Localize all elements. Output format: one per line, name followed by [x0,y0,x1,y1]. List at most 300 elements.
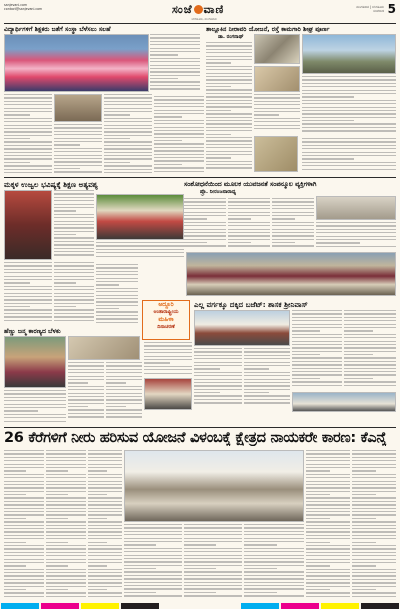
text-line [46,525,86,526]
text-line [150,37,200,38]
text-line [54,155,102,156]
text-line [302,83,396,84]
text-line [244,348,290,349]
text-line [244,548,304,549]
text-line [104,141,152,142]
text-line [344,381,396,382]
article-text-education-col3 [4,262,52,326]
text-line [54,134,102,135]
text-line [4,477,44,478]
text-line [272,245,314,246]
text-line [54,148,102,149]
text-line [106,413,142,414]
masthead [4,2,396,24]
text-line [54,296,94,297]
text-line [154,133,204,134]
text-line [54,127,102,128]
text-line [150,48,200,49]
text-line [352,457,396,458]
text-line [154,154,204,155]
text-line [4,158,52,159]
section-divider-2 [4,427,396,428]
text-line [228,232,270,233]
text-line [4,531,44,532]
text-line [352,531,396,532]
text-line [306,562,350,563]
text-line [184,541,242,542]
text-line [272,242,295,243]
text-line [88,528,122,529]
irrigation-site-photo [302,34,396,74]
text-line [344,320,396,321]
headline-byline-ranganath: ಡಾ. ರಂಗನಾಥ್ [218,34,244,40]
text-line [54,217,94,218]
article-text-research-col4 [316,222,396,250]
article-text-lakes-col1 [4,450,44,600]
text-line [4,545,44,546]
text-line [206,106,252,107]
page-number: 5 [387,2,396,16]
text-line [54,231,94,232]
text-line [154,123,204,124]
text-line [194,368,220,369]
text-line [206,157,231,158]
registration-cyan-swatch-2 [241,603,279,609]
text-line [4,572,44,573]
text-line [88,525,122,526]
text-line [144,369,192,370]
text-line [4,569,44,570]
text-line [184,235,226,236]
text-line [194,362,242,363]
text-line [206,117,252,118]
text-line [106,376,142,377]
text-line [184,582,242,583]
text-line [184,201,226,202]
text-line [46,501,86,502]
official-meeting-photo [254,136,298,172]
announcement-line-2: ಅಂತಾರಾಷ್ಟ್ರೀಯ [153,308,179,315]
text-line [228,222,270,223]
text-line [46,572,86,573]
text-line [194,348,242,349]
text-line [4,417,66,418]
text-line [194,372,242,373]
text-line [150,44,200,45]
text-line [316,236,396,237]
text-line [154,110,204,111]
text-line [352,464,396,465]
text-line [352,542,376,543]
text-line [54,204,94,205]
text-line [184,551,242,552]
text-line [306,450,350,451]
text-line [306,596,350,597]
text-line [88,481,122,482]
text-line [88,589,107,590]
text-line [4,586,44,587]
text-line [4,481,44,482]
text-line [4,487,44,488]
article-text-students-col1 [150,34,200,94]
text-line [88,450,122,451]
text-line [292,357,342,358]
text-line [228,225,270,226]
text-line [306,572,350,573]
text-line [54,279,94,280]
text-line [4,279,52,280]
text-line [244,375,290,376]
text-line [352,501,396,502]
article-text-irrigation-col2 [254,94,300,134]
text-line [96,301,138,302]
text-line [4,494,26,495]
text-line [88,552,122,553]
text-line [254,104,300,105]
seminar-group-photo [186,252,396,296]
text-line [352,569,396,570]
text-line [104,152,152,153]
text-line [352,548,396,549]
text-line [306,467,350,468]
text-line [344,313,396,314]
text-line [96,242,184,243]
text-line [54,221,94,222]
text-line [4,565,26,566]
text-line [154,99,204,100]
text-line [302,165,396,166]
text-line [88,484,122,485]
text-line [68,409,104,410]
text-line [104,172,152,173]
text-line [54,269,94,270]
text-line [206,83,252,84]
text-line [352,477,396,478]
text-line [46,460,86,461]
text-line [4,303,52,304]
text-line [184,588,242,589]
text-line [154,127,204,128]
text-line [46,531,86,532]
text-line [96,291,138,292]
text-line [88,555,122,556]
text-line [306,548,350,549]
text-line [46,542,68,543]
text-line [244,372,290,373]
text-line [184,232,226,233]
text-line [88,582,122,583]
text-line [302,93,396,94]
article-text-lakes-col7 [306,450,350,600]
text-line [244,395,290,396]
text-line [344,344,396,345]
section-divider-1 [4,177,396,178]
text-line [106,409,142,410]
text-line [292,374,342,375]
text-line [54,131,102,132]
text-line [244,565,304,566]
text-line [88,511,122,512]
text-line [4,514,44,515]
text-line [54,141,102,142]
text-line [68,379,104,380]
text-line [4,131,52,132]
article-text-budget-col2 [344,310,396,390]
text-line [302,86,396,87]
text-line [46,464,86,465]
school-function-photo [96,194,184,240]
text-line [206,154,252,155]
text-line [4,282,30,283]
text-line [4,555,44,556]
text-line [184,575,242,576]
text-line [88,592,122,593]
text-line [352,481,396,482]
article-text-students-col5 [154,96,204,176]
text-line [104,162,130,163]
text-line [54,144,80,145]
text-line [54,197,94,198]
article-text-women-col3 [4,390,66,424]
text-line [150,65,200,66]
text-line [306,521,350,522]
text-line [302,148,396,149]
womens-day-stage-photo [144,378,192,410]
text-line [184,218,207,219]
text-line [4,165,52,166]
text-line [154,120,204,121]
text-line [4,162,30,163]
text-line [254,121,300,122]
article-text-education-col5 [96,264,138,326]
text-line [344,327,396,328]
text-line [68,406,88,407]
text-line [184,225,226,226]
text-line [68,369,104,370]
text-line [272,225,314,226]
text-line [184,242,207,243]
text-line [254,125,300,126]
text-line [54,241,94,242]
text-line [150,68,200,69]
registration-yellow-swatch-2 [321,603,359,609]
text-line [206,59,252,60]
text-line [46,548,86,549]
text-line [306,538,350,539]
text-line [96,298,138,299]
text-line [302,90,396,91]
article-text-budget-col4 [244,348,290,408]
article-text-lakes-col3 [88,450,122,600]
text-line [150,51,200,52]
text-line [352,525,396,526]
text-line [244,392,269,393]
text-line [244,527,304,528]
text-line [302,100,396,101]
text-line [352,562,396,563]
headline-women-light: ಹೆಣ್ಣು ಜನ್ಮ ಕಾರಣ್ಯದ ಬೆಳಕು [4,328,61,335]
text-line [228,239,270,240]
text-line [184,571,242,572]
text-line [104,158,152,159]
text-line [302,123,396,124]
text-line [88,548,122,549]
text-line [88,477,122,478]
text-line [154,130,204,131]
text-line [4,121,52,122]
officials-inspection-photo [254,34,300,64]
text-line [4,582,44,583]
text-line [96,271,138,272]
announcement-line-1: ಅದ್ದೂರಿ [158,301,174,308]
text-line [68,389,104,390]
text-line [46,494,68,495]
article-text-irrigation-col3 [302,76,396,136]
text-line [4,296,52,297]
text-line [4,94,52,95]
text-line [206,110,231,111]
text-line [344,341,396,342]
text-line [306,477,350,478]
text-line [316,229,396,230]
text-line [46,481,86,482]
text-line [46,565,68,566]
text-line [206,151,252,152]
text-line [150,71,200,72]
logo-left-text: ಸಂಜೆ [172,3,193,16]
text-line [4,410,38,411]
text-line [344,371,396,372]
text-line [144,373,192,374]
text-line [344,378,373,379]
text-line [352,586,396,587]
text-line [4,575,44,576]
text-line [292,341,342,342]
text-line [144,349,192,350]
article-text-women-col1 [68,362,104,420]
text-line [154,103,204,104]
text-line [4,316,52,317]
text-line [206,42,252,43]
text-line [4,390,66,391]
text-line [54,158,102,159]
text-line [88,538,122,539]
text-line [206,56,252,57]
text-line [46,528,86,529]
text-line [352,494,376,495]
text-line [4,320,52,321]
text-line [54,171,102,172]
text-line [244,379,290,380]
text-line [206,86,231,87]
article-text-women-col2 [106,362,142,420]
text-line [352,470,376,471]
text-line [228,229,270,230]
text-line [150,61,200,62]
sun-logo-icon [194,5,203,14]
text-line [54,210,76,211]
text-line [352,596,396,597]
text-line [244,534,304,535]
text-line [96,284,119,285]
text-line [106,406,126,407]
text-line [352,504,396,505]
text-line [302,79,396,80]
text-line [306,481,350,482]
text-line [302,155,396,156]
text-line [306,504,350,505]
text-line [254,101,300,102]
text-line [106,386,142,387]
text-line [104,138,130,139]
text-line [306,592,350,593]
text-line [306,545,350,546]
text-line [292,344,342,345]
text-line [206,66,252,67]
stage-event-photo [4,190,52,260]
headline-children-education: ಮಕ್ಕಳ ಉಜ್ವಲ ಭವಿಷ್ಯಕ್ಕೆ ಶಿಕ್ಷಣ ಅತ್ಯವಶ್ಯ [4,180,98,189]
headline-lakes-water: 26 ಕೆರೆಗಳಿಗೆ ನೀರು ಹರಿಸುವ ಯೋಜನೆ ವಿಳಂಬಕ್ಕೆ ಕ್ಷೇತ್ರದ ನಾಯಕರೇ ಕಾರಣ: ಕೆಎನ್ಕೆ [4,430,387,446]
text-line [4,518,26,519]
text-line [184,585,242,586]
text-line [4,114,30,115]
text-line [88,494,107,495]
text-line [4,289,52,290]
text-line [352,474,396,475]
text-line [306,552,350,553]
text-line [150,78,178,79]
text-line [244,575,304,576]
text-line [352,589,376,590]
text-line [302,103,396,104]
text-line [306,494,330,495]
text-line [306,531,350,532]
text-line [150,34,200,35]
text-line [54,207,94,208]
text-line [184,548,242,549]
text-line [104,118,152,119]
text-line [206,134,231,135]
text-line [244,389,290,390]
text-line [306,457,350,458]
text-line [352,511,396,512]
text-line [244,382,290,383]
text-line [292,330,320,331]
text-line [4,474,44,475]
masthead-edition: ಮಂಗಳವಾರ | ಬೆಂಗಳೂರು [356,5,384,9]
text-line [344,337,396,338]
text-line [306,511,350,512]
text-line [4,313,52,314]
text-line [88,487,122,488]
article-text-lakes-col2 [46,450,86,600]
text-line [4,404,66,405]
text-line [104,97,152,98]
text-line [46,596,86,597]
text-line [54,286,94,287]
article-text-students-col4 [104,94,152,176]
text-line [106,396,142,397]
text-line [46,579,86,580]
text-line [306,535,350,536]
text-line [206,113,252,114]
text-line [272,201,314,202]
masthead-date: ಬೆಂಗಳೂರು, ಮಂಗಳವಾರ [191,17,217,21]
text-line [96,318,138,319]
text-line [306,565,330,566]
text-line [54,244,94,245]
text-line [344,317,396,318]
